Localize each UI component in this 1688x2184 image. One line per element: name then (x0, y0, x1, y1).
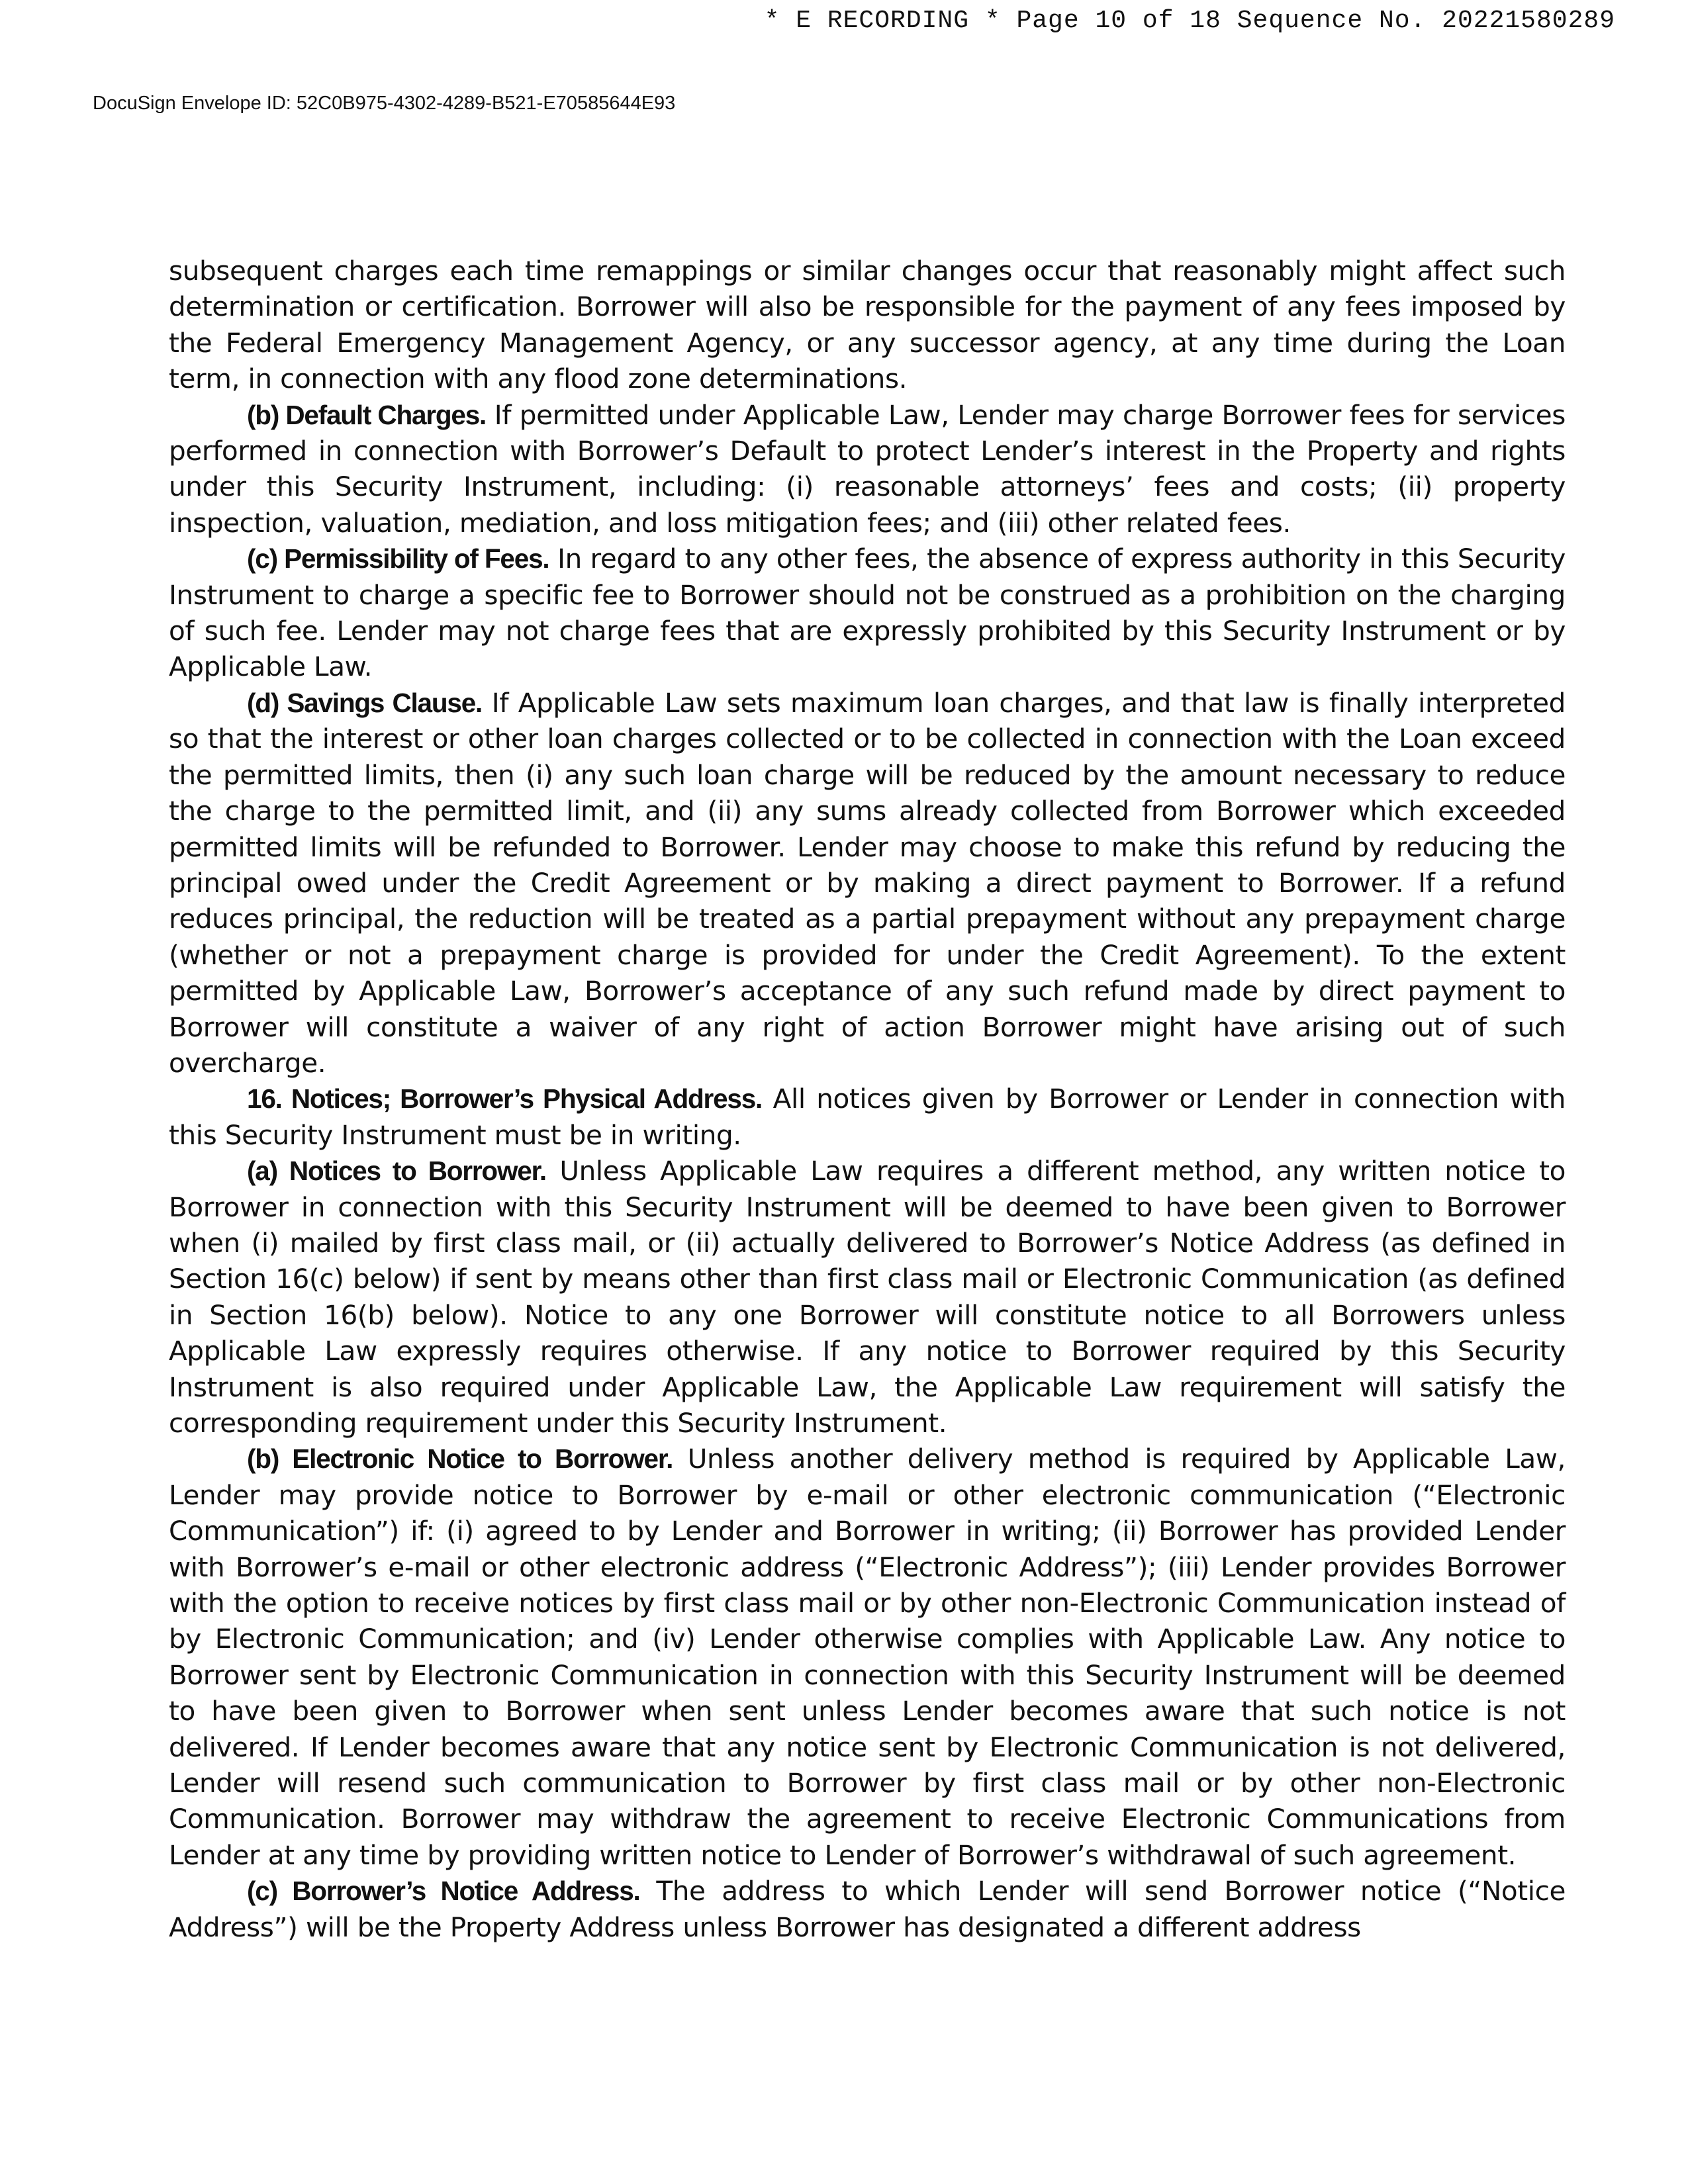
document-body (169, 253, 1566, 1945)
paragraph-notice-address (169, 1873, 1566, 1945)
paragraph-text: Unless Applicable Law requires a different method, any written notice to Borrower in connection with this Security Instrument will be deemed to have been given to Borrower when (i) mailed by first class mail, or (ii) actually delivered to Borrower’s Notice Address (as defined in Section 16(c) below) if sent by means other than first class mail or Electronic Communication (as defined in Section 16(b) below). Notice to any one Borrower will constitute notice to all Borrowers unless Applicable Law expressly requires otherwise. If any notice to Borrower required by this Security Instrument is also required under Applicable Law, the Applicable Law requirement will satisfy the corresponding requirement under this Security Instrument. (169, 1155, 1566, 1439)
paragraph-text: All notices given by Borrower or Lender in connection with this Security Instrument must be in writing. (169, 1083, 1566, 1151)
section-heading: (b) Electronic Notice to Borrower. (247, 1443, 673, 1475)
paragraph-text: Unless another delivery method is required by Applicable Law, Lender may provide notice to Borrower by e-mail or other electronic communication (“Electronic Communication”) if: (i) agreed to by Lender and Borrower in writing; (ii) Borrower has provided Lender with Borrower’s e-mail or other electronic address (“Electronic Address”); (iii) Lender provides Borrower with the option to receive notices by first class mail or by other non-Electronic Communication instead of by Electronic Communication; and (iv) Lender otherwise complies with Applicable Law. Any notice to Borrower sent by Electronic Communication in connection with this Security Instrument will be deemed to have been given to Borrower when sent unless Lender becomes aware that such notice is not delivered. If Lender becomes aware that any notice sent by Electronic Communication is not delivered, Lender will resend such communication to Borrower by first class mail or by other non-Electronic Communication. Borrower may withdraw the agreement to receive Electronic Communications from Lender at any time by providing written notice to Lender of Borrower’s withdrawal of such agreement. (169, 1443, 1566, 1871)
paragraph-text: If Applicable Law sets maximum loan charges, and that law is finally interpreted so that the interest or other loan charges collected or to be collected in connection with the Loan exceed the permitted limits, then (i) any such loan charge will be reduced by the amount necessary to reduce the charge to the permitted limit, and (ii) any sums already collected from Borrower which exceeded permitted limits will be refunded to Borrower. Lender may choose to make this refund by reducing the principal owed under the Credit Agreement or by making a direct payment to Borrower. If a refund reduces principal, the reduction will be treated as a partial prepayment without any prepayment charge (whether or not a prepayment charge is provided for under the Credit Agreement). To the extent permitted by Applicable Law, Borrower’s acceptance of any such refund made by direct payment to Borrower will constitute a waiver of any right of action Borrower might have arising out of such overcharge. (169, 686, 1566, 1079)
paragraph-text: In regard to any other fees, the absence of express authority in this Security Instrument to charge a specific fee to Borrower should not be construed as a prohibition on the charging of such fee. Lender may not charge fees that are expressly prohibited by this Security Instrument or by Applicable Law. (169, 543, 1566, 683)
section-heading: (d) Savings Clause. (247, 687, 483, 718)
section-heading: (a) Notices to Borrower. (247, 1156, 546, 1187)
paragraph-text: The address to which Lender will send Borrower notice (“Notice Address”) will be the Property Address unless Borrower has designated a different address (169, 1875, 1566, 1943)
paragraph-permissibility-of-fees (169, 541, 1566, 685)
paragraph-text: If permitted under Applicable Law, Lender may charge Borrower fees for services performed in connection with Borrower’s Default to protect Lender’s interest in the Property and rights under this Security Instrument, including: (i) reasonable attorneys’ fees and costs; (ii) property inspection, valuation, mediation, and loss mitigation fees; and (iii) other related fees. (169, 398, 1566, 539)
recording-header: * E RECORDING * Page 10 of 18 Sequence No. 20221580289 (764, 7, 1615, 35)
section-heading: (c) Permissibility of Fees. (247, 543, 549, 574)
paragraph-text: subsequent charges each time remappings or similar changes occur that reasonably might affect such determination or certification. Borrower will also be responsible for the payment of any fees imposed by the Federal Emergency Management Agency, or any successor agency, at any time during the Loan term, in connection with any flood zone determinations. (169, 255, 1566, 395)
paragraph-section-16-notices (169, 1081, 1566, 1153)
paragraph-electronic-notice (169, 1441, 1566, 1873)
paragraph-default-charges (169, 397, 1566, 541)
paragraph-savings-clause (169, 685, 1566, 1081)
section-heading: (b) Default Charges. (247, 399, 487, 430)
paragraph-flood-continuation (169, 253, 1566, 397)
section-heading: (c) Borrower’s Notice Address. (247, 1876, 640, 1907)
section-heading: 16. Notices; Borrower’s Physical Address. (247, 1083, 763, 1115)
paragraph-notices-to-borrower (169, 1153, 1566, 1441)
docusign-envelope-id: DocuSign Envelope ID: 52C0B975-4302-4289-B521-E70585644E93 (93, 93, 676, 114)
